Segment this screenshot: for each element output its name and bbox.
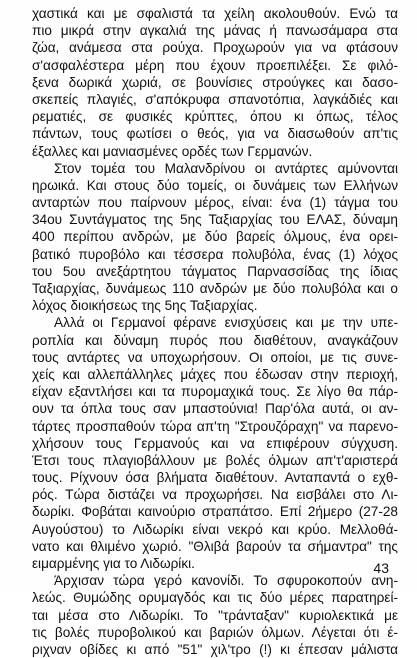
text-line: ρός. Τώρα διστάζει να προχωρήσει. Να εισβάλει στο Λι- xyxy=(32,487,398,503)
text-line: ειμαρμένης για το Λιδωρίκι. xyxy=(32,556,195,571)
text-line: είχαν εξαντλήσει και τα πυρομαχικά τους. Σε λίγο θα πάρ- xyxy=(32,384,398,400)
text-line: Στον τομέα του Μαλανδρίνου οι αντάρτες αμύνονται xyxy=(54,160,398,176)
paragraph xyxy=(32,160,398,315)
text-line: λόχος διοικήσεως της 5ης Ταξιαρχίας. xyxy=(32,298,258,314)
text-line: Έτσι τους πλαγιοβάλλουν με βολές όλμων απ'τ'αριστερά xyxy=(32,452,398,468)
text-line: ηρωικά. Και στους δύο τομείς, οι δυνάμεις των Ελλήνων xyxy=(32,177,398,193)
text-line: λεώς. Θυμώδης ορυμαγδός και τις δύο μέρες παρατηρεί- xyxy=(32,590,398,606)
text-line: έξαλλες και μανιασμένες ορδές των Γερμανών. xyxy=(32,143,313,159)
text-line: χαστικά και με σφαλιστά τα χείλη ακολουθούν. Ενώ τα xyxy=(32,6,398,21)
text-line: τις βολές πυροβολικού και βαριών όλμων. Λέγεται ότι έ- xyxy=(32,624,398,640)
text-line: Άρχισαν τώρα γερό κανονίδι. Το σφυροκοπούν ανη- xyxy=(54,573,398,589)
paragraph xyxy=(32,5,398,160)
text-line: ροπλία και δύναμη πυρός που διαθέτουν, αναγκάζουν xyxy=(32,332,398,348)
text-line: τάρτες προσπαθούν τώρα απ'τη "Στρουζόραχη" να παρενο- xyxy=(32,418,398,434)
text-line: ζώα, ανάμεσα στα ρούχα. Προχωρούν για να φτάσουν xyxy=(32,40,398,56)
text-line: δωρίκι. Φοβάται καινούριο στραπάτσο. Επί 2ήμερο (27-28 xyxy=(32,504,398,520)
text-line: ριχναν οβίδες κι από "51" χιλ'τρο (!) κι έπεσαν μάλιστα xyxy=(32,641,398,657)
text-line: χλήσουν τους Γερμανούς και να επιφέρουν σύγχυση. xyxy=(32,435,398,451)
text-line: ουν τα όπλα τους σαν μπαστούνια! Παρ'όλα αυτά, οι αν- xyxy=(32,401,398,417)
text-line: σκεπείς πλαγιές, σ'απόκρυφα σπανοτόπια, λαγκάδιές και xyxy=(32,91,398,107)
text-line: 400 περίπου ανδρών, με δύο βαρείς όλμους, ένα ορει- xyxy=(32,229,398,245)
page-number: 43 xyxy=(373,560,389,576)
text-line: πάντων, τους φωτίσει ο θεός, για να διασωθούν απ'τις xyxy=(32,126,398,142)
text-line: νατο και θλιμένο χωριό. "Θλιβά βαρούν τα σήμαντρα" της xyxy=(32,538,398,554)
text-line: 34ου Συντάγματος της 5ης Ταξιαρχίας του ΕΛΑΣ, δύναμη xyxy=(32,212,398,228)
text-line: τους. Ρίχνουν όσα βλήματα διαθέτουν. Ανταπαντά ο εχθ- xyxy=(32,470,398,486)
text-line: του 5ου ανεξάρτητου τάγματος Παρνασσίδας της ίδιας xyxy=(32,263,398,279)
paragraph xyxy=(32,572,398,658)
text-line: σ'ασφαλέστερα μέρη που έχουν προεπιλέξει. Σε φιλό- xyxy=(32,57,398,73)
text-line: Αλλά οι Γερμανοί φέρανε ενισχύσεις και με την υπε- xyxy=(54,315,398,331)
paragraph xyxy=(32,314,398,572)
text-line: Ταξιαρχίας, δυνάμεως 110 ανδρών με δύο πολυβόλα και ο xyxy=(32,281,398,296)
text-line: ανταρτών που παίρνουν μέρος, είναι: ένα (1) τάγμα του xyxy=(32,195,398,211)
text-line: Αυγούστου) το Λιδωρίκι είναι νεκρό και κρύο. Μελλοθά- xyxy=(32,521,398,537)
text-line: τους αντάρτες να υποχωρήσουν. Οι οποίοι, με τις συνε- xyxy=(32,349,398,365)
body-text xyxy=(32,5,398,658)
text-line: ται μέσα στο Λιδωρίκι. Το "τράνταξαν" κυριολεκτικά με xyxy=(32,607,398,623)
text-line: ξενα δωρικά χωριά, σε βουνίσιες στρούγκες και δασο- xyxy=(32,74,398,90)
text-line: χείς και αλλεπάλληλες μάχες που έδωσαν στην περιοχή, xyxy=(32,366,398,382)
text-line: πιο μικρά στην αγκαλιά της μάνας ή πανωσάμαρα στα xyxy=(32,23,398,39)
text-line: ρεματιές, σε φυσικές κρύπτες, όπου κι όπως, τέλος xyxy=(32,109,398,125)
text-line: βατικό πυροβόλο και τέσσερα πολυβόλα, ένας (1) λόχος xyxy=(32,246,398,262)
